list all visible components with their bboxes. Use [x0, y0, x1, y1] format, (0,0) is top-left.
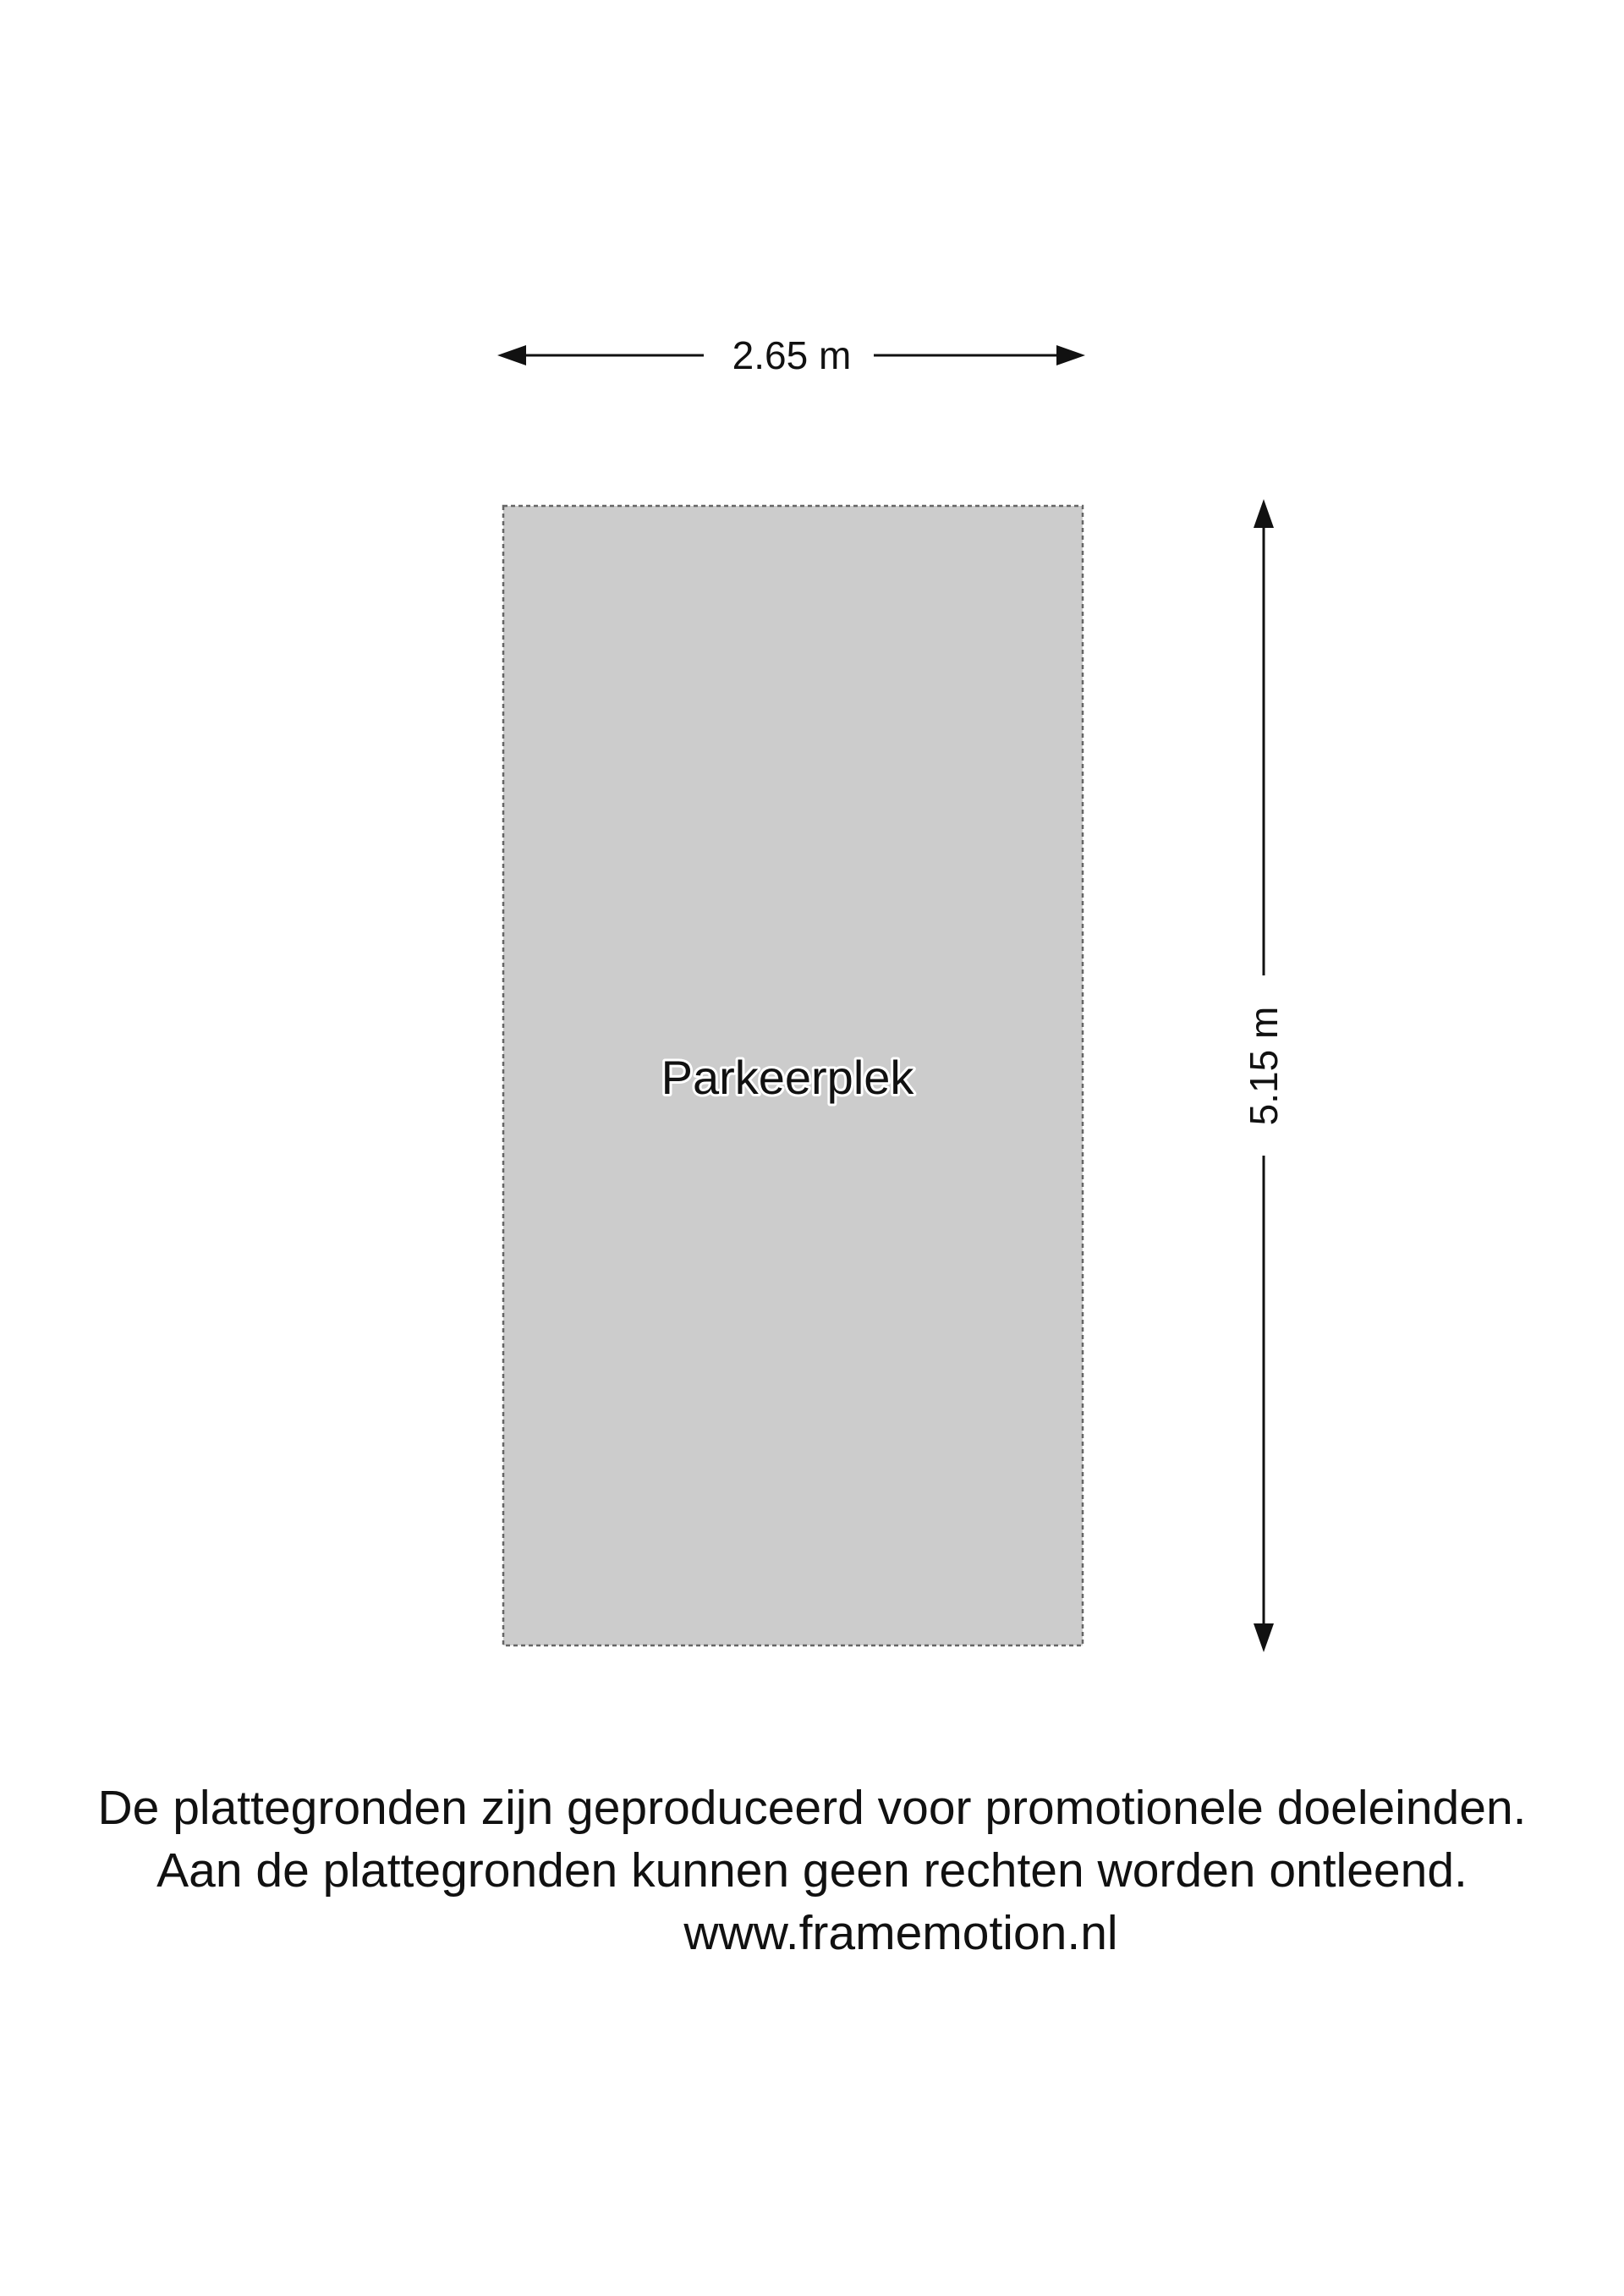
disclaimer-line-1: De plattegronden zijn geproduceerd voor promotionele doeleinden.: [97, 1781, 1527, 1835]
width-arrow-right-icon: [1056, 345, 1085, 365]
height-dimension: [1242, 499, 1286, 1652]
width-arrow-left-icon: [497, 345, 526, 365]
width-dimension: [497, 333, 1085, 377]
website-url: www.framemotion.nl: [683, 1906, 1118, 1960]
disclaimer-line-2: Aan de plattegronden kunnen geen rechten worden ontleend.: [156, 1843, 1468, 1898]
room-label: Parkeerplek: [661, 1051, 914, 1104]
room-parkeerplek: [503, 506, 1083, 1645]
width-label: 2.65 m: [732, 333, 852, 377]
height-label: 5.15 m: [1242, 1006, 1286, 1126]
height-arrow-bottom-icon: [1254, 1623, 1274, 1652]
disclaimer: [0, 1777, 1624, 1964]
height-arrow-top-icon: [1254, 499, 1274, 528]
